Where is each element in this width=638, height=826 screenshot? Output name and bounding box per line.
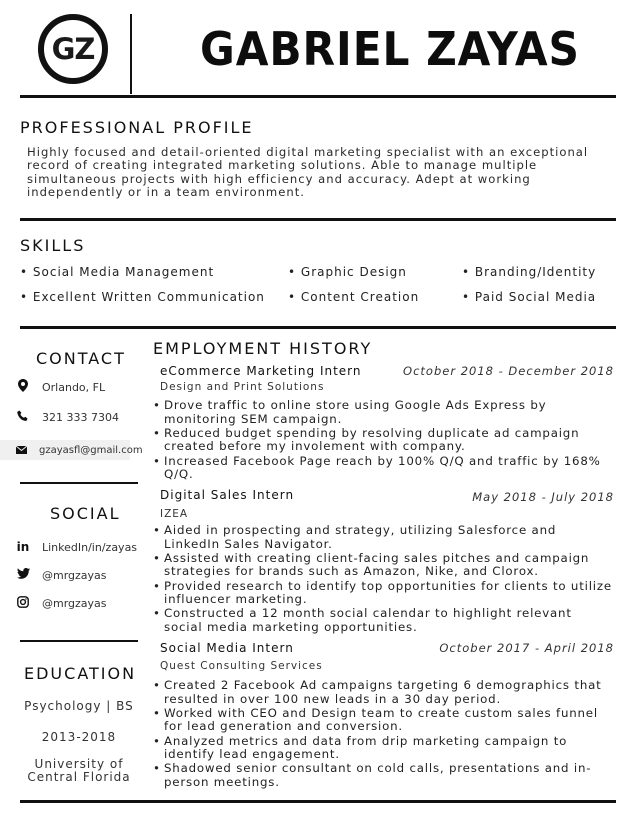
map-pin-icon (16, 379, 30, 395)
job-bullets (152, 524, 614, 635)
skill-item: • Content Creation (288, 290, 420, 304)
instagram-text[interactable]: @mrgzayas (42, 596, 107, 610)
skill-item: • Branding/Identity (462, 265, 597, 279)
social-instagram[interactable] (16, 593, 107, 613)
education-years: 2013-2018 (41, 730, 117, 744)
job-bullets (152, 399, 614, 482)
list-item: • Created 2 Facebook Ad campaigns targeting 6 demographics that resulted in over 100 new leads in a 30 day period. (152, 679, 614, 706)
email-text[interactable]: gzayasfl@gmail.com (39, 444, 143, 456)
instagram-icon (16, 596, 30, 611)
list-item: • Shadowed senior consultant on cold calls, presentations and in-person meetings. (152, 762, 614, 789)
contact-location (16, 377, 105, 397)
contact-phone (16, 407, 119, 427)
list-item: • Reduced budget spending by resolving duplicate ad campaign created before my involement with company. (152, 427, 614, 454)
skill-item: • Social Media Management (20, 265, 215, 279)
social-twitter[interactable] (16, 565, 107, 585)
list-item: • Provided research to identify top opportunities for clients to utilize influencer marketing. (152, 580, 614, 607)
list-item: • Constructed a 12 month social calendar to highlight relevant social media marketing opportunities. (152, 607, 614, 634)
header-divider (130, 14, 132, 94)
location-text: Orlando, FL (42, 380, 106, 394)
contact-rule (20, 482, 138, 484)
list-item: • Aided in prospecting and strategy, utilizing Salesforce and LinkedIn Sales Navigator. (152, 524, 614, 551)
profile-text: Highly focused and detail-oriented digital marketing specialist with an exceptional record of creating integrated marketing solutions. Able to manage multiple simultaneous projects with high efficiency and accuracy. Adept at working independently or in a team environment. (27, 145, 589, 200)
job-dates: October 2018 - December 2018 (403, 364, 614, 378)
social-rule (20, 640, 138, 642)
linkedin-icon: in (16, 540, 30, 554)
candidate-name: GABRIEL ZAYAS (200, 22, 580, 76)
job-title: Social Media Intern (160, 641, 294, 655)
job-bullets (152, 679, 614, 790)
linkedin-text[interactable]: LinkedIn/in/zayas (42, 540, 138, 554)
social-linkedin[interactable] (16, 537, 137, 557)
employment-title: EMPLOYMENT HISTORY (153, 339, 373, 358)
job-company: Quest Consulting Services (160, 660, 323, 672)
social-title: SOCIAL (50, 504, 121, 523)
twitter-icon (16, 568, 30, 582)
envelope-icon (16, 443, 27, 457)
list-item: • Assisted with creating client-facing sales pitches and campaign strategies for brands such as Amazon, Nike, and Clorox. (152, 552, 614, 579)
skill-item: • Excellent Written Communication (20, 290, 265, 304)
education-school-line1: University of (34, 757, 124, 771)
job-dates: October 2017 - April 2018 (439, 641, 614, 655)
monogram-logo: GZ (38, 14, 108, 84)
footer-rule (20, 800, 616, 803)
education-school-line2: Central Florida (27, 770, 131, 784)
list-item: • Worked with CEO and Design team to create custom sales funnel for lead generation and conversion. (152, 707, 614, 734)
phone-text: 321 333 7304 (42, 410, 119, 424)
profile-rule (20, 218, 616, 221)
twitter-text[interactable]: @mrgzayas (42, 568, 107, 582)
education-degree: Psychology | BS (24, 699, 134, 713)
skill-item: • Paid Social Media (462, 290, 597, 304)
education-title: EDUCATION (24, 664, 137, 683)
job-title: eCommerce Marketing Intern (160, 364, 362, 378)
skill-item: • Graphic Design (288, 265, 407, 279)
list-item: • Analyzed metrics and data from drip marketing campaign to identify lead engagement. (152, 735, 614, 762)
list-item: • Drove traffic to online store using Google Ads Express by monitoring SEM campaign. (152, 399, 614, 426)
contact-title: CONTACT (36, 349, 126, 368)
job-dates: May 2018 - July 2018 (472, 490, 614, 504)
job-company: Design and Print Solutions (160, 381, 325, 393)
phone-icon (16, 410, 30, 425)
job-title: Digital Sales Intern (160, 488, 295, 502)
skills-title: SKILLS (20, 236, 86, 255)
resume-header (20, 0, 616, 96)
header-rule (20, 95, 616, 98)
contact-email[interactable] (0, 440, 143, 460)
skills-rule (20, 326, 616, 329)
job-company: IZEA (160, 508, 189, 520)
profile-title: PROFESSIONAL PROFILE (20, 118, 254, 137)
list-item: • Increased Facebook Page reach by 100% Q/Q and traffic by 168% Q/Q. (152, 455, 614, 482)
